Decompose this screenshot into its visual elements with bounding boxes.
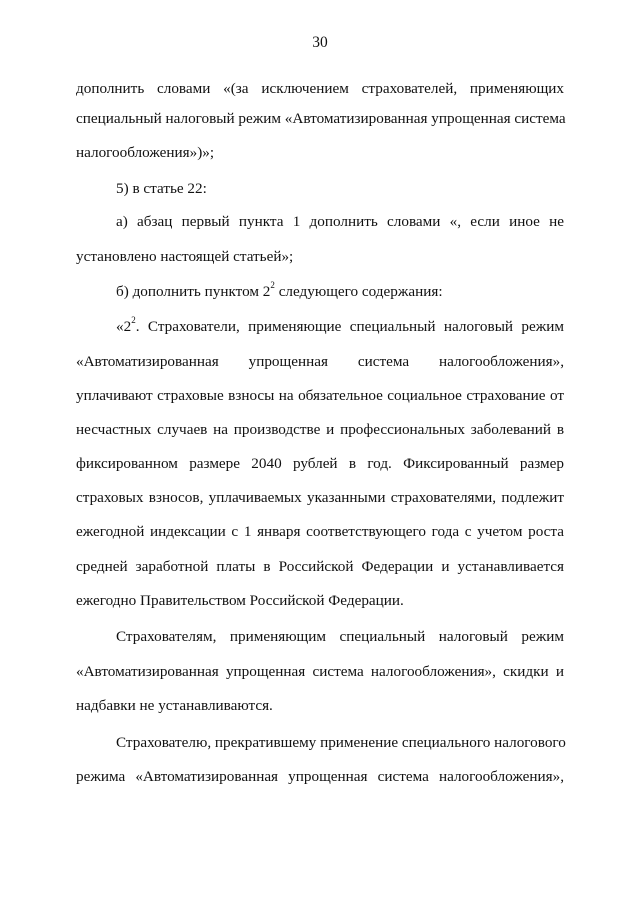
text-line: Страхователю, прекратившему применение специального налогового — [116, 734, 566, 751]
text-fragment: «2 — [116, 318, 132, 335]
superscript: 2 — [131, 314, 136, 325]
text-line: «Автоматизированная упрощенная система налогообложения», — [76, 353, 564, 370]
text-line: дополнить словами «(за исключением страхователей, применяющих — [76, 80, 564, 97]
text-line: «Автоматизированная упрощенная система налогообложения», скидки и — [76, 663, 564, 680]
text-line: а) абзац первый пункта 1 дополнить словами «, если иное не — [116, 213, 564, 230]
text-line: установлено настоящей статьей»; — [76, 248, 294, 265]
text-line: специальный налоговый режим «Автоматизированная упрощенная система — [76, 110, 566, 127]
text-line — [116, 279, 443, 301]
text-line: ежегодной индексации с 1 января соответствующего года с учетом роста — [76, 523, 564, 540]
text-fragment: б) дополнить пунктом 2 — [116, 283, 271, 300]
text-line: средней заработной платы в Российской Федерации и устанавливается — [76, 558, 564, 575]
text-line: страховых взносов, уплачиваемых указанными страхователями, подлежит — [76, 489, 564, 506]
text-line: фиксированном размере 2040 рублей в год. Фиксированный размер — [76, 455, 564, 472]
page-number: 30 — [312, 34, 328, 51]
text-line: режима «Автоматизированная упрощенная система налогообложения», — [76, 768, 564, 785]
superscript: 2 — [270, 279, 275, 290]
text-line: 5) в статье 22: — [116, 180, 207, 197]
text-line — [116, 314, 564, 336]
text-line: ежегодно Правительством Российской Федерации. — [76, 592, 404, 609]
text-fragment: следующего содержания: — [274, 283, 443, 300]
text-fragment: . Страхователи, применяющие специальный налоговый режим — [135, 318, 564, 335]
text-line: несчастных случаев на производстве и профессиональных заболеваний в — [76, 421, 564, 438]
text-line: налогообложения»)»; — [76, 144, 215, 161]
text-line: надбавки не устанавливаются. — [76, 697, 273, 714]
text-line: Страхователям, применяющим специальный налоговый режим — [116, 628, 564, 645]
text-line: уплачивают страховые взносы на обязательное социальное страхование от — [76, 387, 564, 404]
